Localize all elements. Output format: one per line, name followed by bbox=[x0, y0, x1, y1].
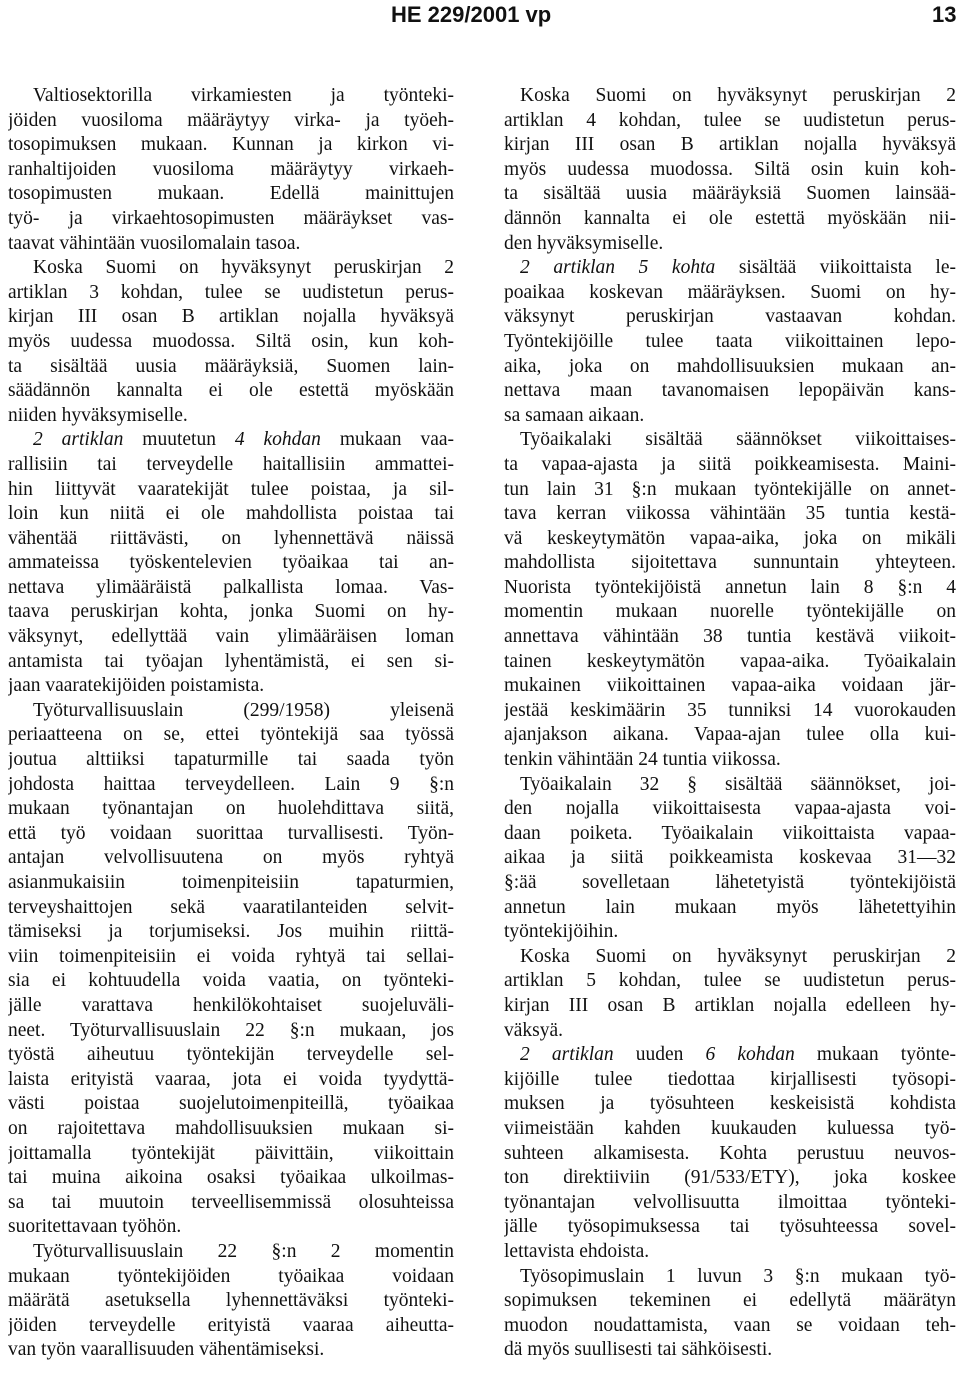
text-line: ta vapaa-ajasta ja siitä poikkeamisesta. Maini- bbox=[504, 453, 956, 475]
text-line: tenkin vähintään 24 tuntia viikossa. bbox=[504, 749, 781, 771]
text-line: daan poiketa. Työaikalain viikoittaista vapaa- bbox=[504, 822, 956, 844]
text-line: van työn vaarallisuuden vähentämiseksi. bbox=[8, 1339, 325, 1361]
text-line: asianmukaisiin toimenpiteisiin tapaturmien, bbox=[8, 872, 454, 893]
text-line: nettava ylimääräistä palkallista lomaa. Vas- bbox=[8, 576, 454, 598]
text-line: viin toimenpiteisiin ei voida ryhtyä tai sellai- bbox=[8, 945, 454, 967]
text-line: ton direktiiviin (91/533/ETY), joka koskee bbox=[504, 1167, 956, 1189]
text-line: §:ää sovelletaan lähetetyistä työntekijöistä bbox=[504, 872, 956, 893]
text-line: väksyä. bbox=[504, 1019, 564, 1041]
text-line: viimeistään kahden kuukauden kuluessa työ- bbox=[504, 1117, 956, 1139]
text-line: ta sisältää uusia määräyksiä Suomen lainsää- bbox=[504, 183, 956, 205]
text-line: niiden hyväksymiselle. bbox=[8, 404, 188, 426]
text-line: väksynyt peruskirjan vastaavan kohdan. bbox=[504, 306, 956, 328]
left-text-column bbox=[8, 84, 454, 1363]
text-line: on rajoitettava mahdollisuuksien mukaan si- bbox=[8, 1117, 454, 1139]
text-line: artiklan 3 kohdan, tulee se uudistetun perus- bbox=[8, 281, 454, 303]
text-line: Valtiosektorilla virkamiesten ja työnteki- bbox=[33, 85, 454, 106]
text-line: tosopimuksen mukaan. Kunnan ja kirkon vi- bbox=[8, 134, 454, 156]
text-line: työ- ja virkaehtosopimusten määräykset vas- bbox=[8, 207, 454, 229]
text-line: terveyshaittojen sekä vaaratilanteiden selvit- bbox=[8, 896, 454, 918]
text-line: Työaikalaki sisältää säännökset viikoittaises- bbox=[520, 429, 956, 451]
text-line: jaan vaaratekijöiden poistamista. bbox=[8, 675, 265, 697]
text-line: poaikaa koskevan määräyksen. Suomi on hy- bbox=[504, 281, 956, 303]
right-text-column bbox=[504, 84, 956, 1363]
text-line: vä keskeytymätön vapaa-aika, joka on mikäli bbox=[504, 527, 956, 549]
text-line: jöiden vuosiloma määräytyy virka- ja työeh- bbox=[8, 109, 454, 131]
text-line: mukainen viikoittainen vapaa-aika voidaan jär- bbox=[504, 675, 956, 697]
text-line: vähentää riittävästi, on lyhennettävä näissä bbox=[8, 527, 454, 549]
page-number: 13 bbox=[932, 2, 957, 27]
text-line: mukaan työnantajan on huolehdittava siitä, bbox=[8, 798, 454, 820]
text-line: suhteen alkamisesta. Kohta perustuu neuvos- bbox=[504, 1142, 956, 1164]
text-line: västi poistaa suojelutoimenpiteillä, työaikaa bbox=[8, 1093, 454, 1115]
text-line: työstä aiheutuu työntekijän terveydelle sel- bbox=[8, 1044, 454, 1066]
text-line: artiklan 4 kohdan, tulee se uudistetun perus- bbox=[504, 109, 956, 131]
page-header bbox=[0, 0, 960, 40]
text-line: Työsopimuslain 1 luvun 3 §:n mukaan työ- bbox=[520, 1265, 956, 1287]
text-line: kirjan III osan B artiklan nojalla hyväksyä bbox=[504, 134, 956, 156]
text-line: artiklan 5 kohdan, tulee se uudistetun perus- bbox=[504, 970, 956, 992]
text-line: kirjan III osan B artiklan nojalla edelleen hy- bbox=[504, 994, 956, 1016]
text-line: tun lain 31 §:n mukaan työntekijälle on annet- bbox=[504, 478, 956, 500]
text-line: dä myös suullisesti tai sähköisesti. bbox=[504, 1339, 773, 1361]
text-line: tainen keskeytymätön vapaa-aika. Työaikalain bbox=[504, 650, 956, 672]
text-line: mahdollista sijoitettava sunnuntain yhteyteen. bbox=[504, 552, 956, 574]
text-line: annettava vähintään 38 tuntia kestävä viikoit- bbox=[504, 626, 956, 648]
text-line: Koska Suomi on hyväksynyt peruskirjan 2 bbox=[520, 85, 956, 106]
text-line: ranhaltijoiden vuosiloma määräytyy virkaeh- bbox=[8, 158, 454, 180]
text-line: annetun lain mukaan myös lähetettyihin bbox=[504, 896, 956, 918]
text-line: kirjan III osan B artiklan nojalla hyväksyä bbox=[8, 306, 454, 328]
text-line: neet. Työturvallisuuslain 22 §:n mukaan, jos bbox=[8, 1019, 454, 1041]
text-line: den hyväksymiselle. bbox=[504, 232, 664, 254]
document-id: HE 229/2001 vp bbox=[391, 2, 552, 27]
text-line: aika, joka on mahdollisuuksien mukaan an- bbox=[504, 355, 956, 377]
text-line: muksen ja työsuhteen keskeisistä kohdista bbox=[504, 1093, 956, 1115]
text-line: että työ voidaan suorittaa turvallisesti. Työn- bbox=[8, 822, 454, 844]
text-line: 2 artiklan muutetun 4 kohdan mukaan vaa- bbox=[33, 429, 454, 451]
text-line: myös uudessa muodossa. Siltä osin kuin koh- bbox=[504, 158, 956, 180]
text-line: Työturvallisuuslain 22 §:n 2 momentin bbox=[33, 1240, 454, 1262]
text-line: Nuorista työntekijöistä annetun lain 8 §:n 4 bbox=[504, 576, 956, 598]
text-line: tai muina aikoina osaksi työaikaa ulkoilmas- bbox=[8, 1167, 454, 1189]
text-line: aikaa ja siitä poikkeamista koskevaa 31—32 bbox=[504, 847, 956, 869]
text-line: väksynyt, edellyttää vain ylimääräisen loman bbox=[8, 626, 454, 648]
text-line: johdosta haittaa terveydelleen. Lain 9 §:n bbox=[8, 773, 454, 795]
text-line: sia ei kohtuudella voida vaatia, on työnteki- bbox=[8, 970, 454, 992]
text-line: ta sisältää uusia määräyksiä, Suomen lain- bbox=[8, 355, 454, 377]
text-line: joittamalla työntekijät päivittäin, viikoittain bbox=[8, 1142, 454, 1164]
text-line: den nojalla viikoittaisesta vapaa-ajasta voi- bbox=[504, 798, 956, 820]
text-line: rallisiin tai terveydelle haitallisiin ammattei- bbox=[8, 453, 454, 475]
text-line: periaatteena on se, ettei työntekijä saa työssä bbox=[8, 724, 454, 746]
text-line: laista erityistä vaaraa, jota ei voida tyydyttä- bbox=[8, 1068, 454, 1090]
text-line: Koska Suomi on hyväksynyt peruskirjan 2 bbox=[33, 257, 454, 279]
text-line: jälle työsopimuksessa tai työsuhteessa sovel- bbox=[504, 1216, 956, 1238]
text-line: antajan velvollisuutena on myös ryhtyä bbox=[8, 847, 454, 869]
text-line: sopimuksen tekeminen ei edellytä määrätyn bbox=[504, 1290, 956, 1312]
text-line: suoritettavaan työhön. bbox=[8, 1216, 182, 1238]
text-line: tava kerran viikossa vähintään 35 tuntia kestä- bbox=[504, 503, 956, 525]
text-line: 2 artiklan uuden 6 kohdan mukaan työnte- bbox=[520, 1044, 956, 1066]
text-line: jälle varattava henkilökohtaiset suojeluväli- bbox=[8, 994, 454, 1016]
text-line: Työturvallisuuslain (299/1958) yleisenä bbox=[33, 699, 454, 721]
text-line: Koska Suomi on hyväksynyt peruskirjan 2 bbox=[520, 945, 956, 967]
text-line: työnantajan velvollisuutta ilmoittaa työnteki- bbox=[504, 1191, 956, 1213]
text-line: myös uudessa muodossa. Siltä osin, kun koh- bbox=[8, 330, 454, 352]
text-line: jestää keskimäärin 35 tunniksi 14 vuorokauden bbox=[504, 699, 956, 721]
text-line: ajanjakson aikana. Vapaa-ajan tulee olla kui- bbox=[504, 724, 956, 746]
text-line: sa tai muutoin terveellisemmissä olosuhteissa bbox=[8, 1191, 454, 1213]
text-line: momentin mukaan nuorelle työntekijälle on bbox=[504, 601, 956, 623]
text-line: sa samaan aikaan. bbox=[504, 404, 645, 426]
text-line: määrätä asetuksella lyhennettäväksi työnteki- bbox=[8, 1290, 454, 1312]
text-line: nettava maan tavanomaisen lepopäivän kans- bbox=[504, 380, 956, 402]
text-line: mukaan työntekijöiden työaikaa voidaan bbox=[8, 1265, 454, 1287]
text-line: loin kun niitä ei ole mahdollista poistaa tai bbox=[8, 503, 454, 525]
text-line: 2 artiklan 5 kohta sisältää viikoittaista le- bbox=[520, 257, 956, 279]
text-line: tosopimusten mukaan. Edellä mainittujen bbox=[8, 183, 454, 205]
text-line: lettavista ehdoista. bbox=[504, 1240, 650, 1262]
text-line: säädännön kannalta ei ole estettä myöskään bbox=[8, 380, 454, 402]
text-line: Työaikalain 32 § sisältää säännökset, joi- bbox=[520, 773, 956, 795]
text-line: muodon noudattamista, vaan se voidaan teh- bbox=[504, 1314, 956, 1336]
text-line: taava peruskirjan kohta, jonka Suomi on hy- bbox=[8, 601, 454, 623]
text-line: tämiseksi ja torjumiseksi. Jos muihin riittä- bbox=[8, 921, 454, 943]
text-line: joutua alttiiksi tapaturmille tai saada työn bbox=[8, 749, 454, 771]
text-line: Työntekijöille tulee taata viikoittainen lepo- bbox=[504, 330, 956, 352]
text-line: työntekijöihin. bbox=[504, 921, 619, 943]
text-line: ammateissa työskentelevien työaikaa tai an- bbox=[8, 552, 454, 574]
text-line: antamista tai työajan lyhentämistä, ei sen si- bbox=[8, 650, 454, 672]
text-line: kijöille tulee tiedottaa kirjallisesti työsopi- bbox=[504, 1068, 956, 1090]
text-line: taavat vähintään vuosilomalain tasoa. bbox=[8, 232, 301, 254]
text-line: hin liittyvät vaaratekijät tulee poistaa, ja sil- bbox=[8, 478, 454, 500]
text-line: dännön kannalta ei ole estettä myöskään nii- bbox=[504, 207, 956, 229]
text-line: jöiden terveydelle erityistä vaaraa aiheutta- bbox=[8, 1314, 454, 1336]
